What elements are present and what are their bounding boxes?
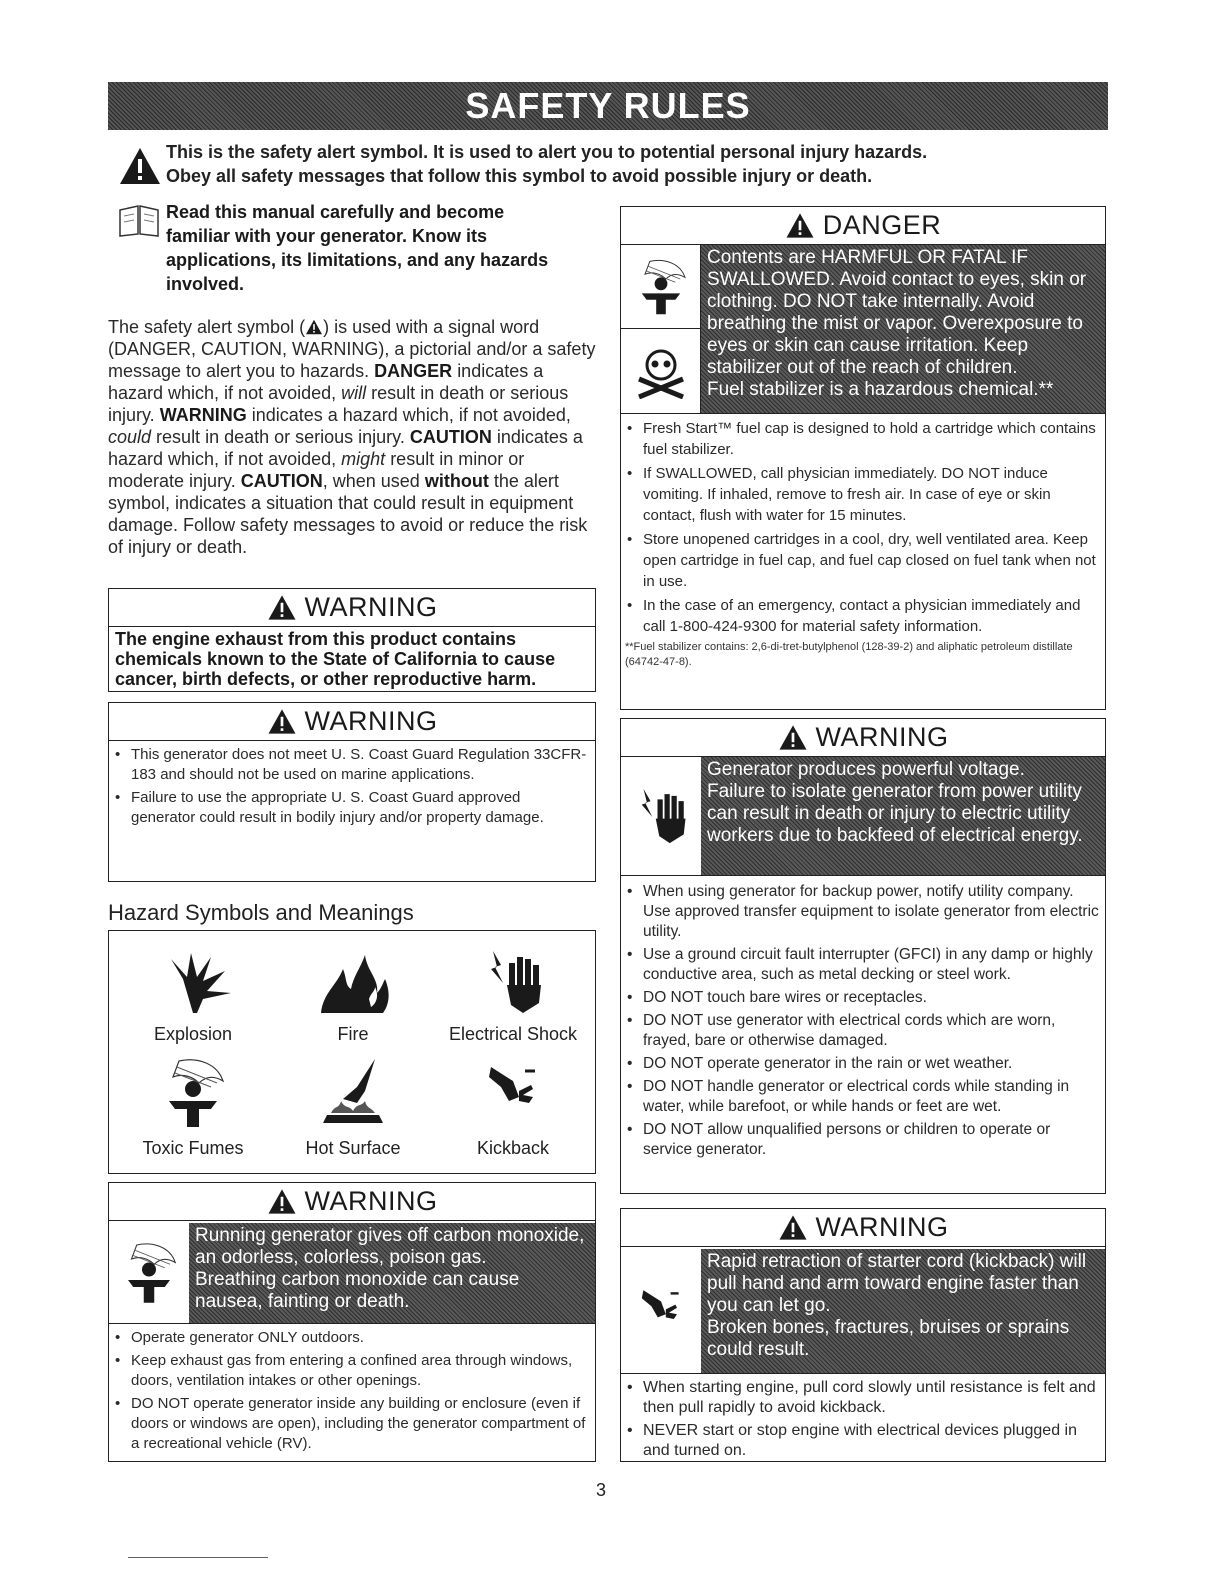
danger-stabilizer-box xyxy=(620,206,1106,710)
warning-header xyxy=(109,1183,595,1221)
intro-text: result in death or serious injury. xyxy=(156,427,405,447)
alert-intro-line1: This is the safety alert symbol. It is used to alert you to potential personal injury hazards. xyxy=(166,142,928,162)
voltage-message-2: Failure to isolate generator from power utility can result in death or injury to electric utility workers due to backfeed of electrical energy. xyxy=(707,781,1083,846)
hazard-label: Kickback xyxy=(476,1138,550,1158)
danger-term: DANGER xyxy=(374,361,453,381)
safety-alert-icon xyxy=(118,146,162,186)
warning-voltage-box xyxy=(620,718,1106,1194)
danger-message-2: Fuel stabilizer is a hazardous chemical.** xyxy=(707,379,1054,400)
co-message-2: Breathing carbon monoxide can cause nausea, fainting or death. xyxy=(195,1269,520,1312)
prop65-line3: cancer, birth defects, or other reproductive harm. xyxy=(115,669,537,689)
caution-term: CAUTION xyxy=(409,427,492,447)
electrical-shock-icon xyxy=(473,949,553,1015)
list-item: • Operate generator ONLY outdoors. xyxy=(109,1328,587,1348)
manual-line1: Read this manual carefully and become xyxy=(166,202,505,222)
danger-message-1: Contents are HARMFUL OR FATAL IF SWALLOWED. Avoid contact to eyes, skin or clothing. DO NOT take internally. Avoid breathing the mist or vapor. Overexposure to eyes or skin can cause irritation. Keep stabilizer out of the reach of children. xyxy=(707,247,1087,378)
hazard-label: Toxic Fumes xyxy=(142,1138,244,1158)
warning-kickback-box xyxy=(620,1208,1106,1462)
prop65-line1: The engine exhaust from this product contains xyxy=(115,629,517,649)
prop65-line2: chemicals known to the State of California to cause xyxy=(115,649,556,669)
safety-alert-icon xyxy=(267,708,297,735)
safety-alert-icon xyxy=(778,1214,808,1241)
list-item: • Store unopened cartridges in a cool, dry, well ventilated area. Keep open cartridge in fuel cap, and fuel cap closed on fuel tank when not in use. xyxy=(621,529,1097,592)
fire-icon xyxy=(313,949,393,1015)
warning-header xyxy=(109,589,595,627)
skull-crossbones-icon xyxy=(633,343,689,399)
list-item: • If SWALLOWED, call physician immediately. DO NOT induce vomiting. If inhaled, remove to fresh air. In case of eye or skin contact, flush with water for 15 minutes. xyxy=(621,463,1097,526)
hazard-electrical-shock xyxy=(433,949,593,1045)
warning-word: WARNING xyxy=(815,722,949,752)
hazard-toxic-fumes xyxy=(113,1057,273,1159)
hazard-hot-surface xyxy=(273,1057,433,1159)
might-term: might xyxy=(341,449,386,469)
hazard-label: Explosion xyxy=(153,1024,233,1044)
list-item: • DO NOT allow unqualified persons or children to operate or service generator. xyxy=(621,1120,1099,1160)
page-title: SAFETY RULES xyxy=(465,85,751,126)
safety-alert-icon xyxy=(267,1188,297,1215)
intro-text: indicates a hazard which, if not avoided, xyxy=(251,405,571,425)
toxic-fumes-icon xyxy=(629,258,693,316)
alert-intro xyxy=(118,140,1108,194)
warning-word: WARNING xyxy=(304,592,438,622)
footer-line xyxy=(128,1557,268,1558)
warning-term: WARNING xyxy=(159,405,247,425)
without-term: without xyxy=(424,471,489,491)
safety-alert-icon xyxy=(267,594,297,621)
kickback-icon xyxy=(629,1282,693,1340)
danger-word: DANGER xyxy=(822,210,942,240)
danger-header xyxy=(621,207,1105,245)
intro-text: ) is used with a signal word (DANGER, CAUTION, WARNING), a pictorial and/or a safety message to alert you to hazards. xyxy=(108,317,596,381)
manual-line3: applications, its limitations, and any hazards xyxy=(166,250,549,270)
manual-line2: familiar with your generator. Know its xyxy=(166,226,488,246)
list-item: • Keep exhaust gas from entering a confined area through windows, doors, ventilation intakes or other openings. xyxy=(109,1351,587,1391)
will-term: will xyxy=(341,383,367,403)
kickback-icon xyxy=(473,1057,553,1129)
list-item: • DO NOT operate generator in the rain or wet weather. xyxy=(621,1054,1099,1074)
list-item: • Failure to use the appropriate U. S. Coast Guard approved generator could result in bodily injury and/or property damage. xyxy=(109,788,587,828)
warning-header xyxy=(621,719,1105,757)
list-item: • When starting engine, pull cord slowly until resistance is felt and then pull rapidly to avoid kickback. xyxy=(621,1378,1099,1418)
intro-text: The safety alert symbol ( xyxy=(108,317,306,337)
warning-carbon-monoxide-box xyxy=(108,1182,596,1462)
caution-term: CAUTION xyxy=(240,471,323,491)
warning-header xyxy=(109,703,595,741)
could-term: could xyxy=(108,427,152,447)
list-item: • DO NOT touch bare wires or receptacles. xyxy=(621,988,1099,1008)
toxic-fumes-icon xyxy=(114,1241,184,1305)
warning-word: WARNING xyxy=(815,1212,949,1242)
hazard-symbols-box xyxy=(108,930,596,1174)
list-item: • In the case of an emergency, contact a physician immediately and call 1-800-424-9300 for material safety information. xyxy=(621,595,1097,637)
intro-text: , when used xyxy=(322,471,420,491)
list-item: • Fresh Start™ fuel cap is designed to hold a cartridge which contains fuel stabilizer. xyxy=(621,418,1097,460)
warning-word: WARNING xyxy=(304,706,438,736)
page-number: 3 xyxy=(596,1480,607,1500)
list-item: • NEVER start or stop engine with electrical devices plugged in and turned on. xyxy=(621,1421,1099,1461)
safety-alert-icon xyxy=(778,724,808,751)
list-item: • DO NOT operate generator inside any building or enclosure (even if doors or windows are open), including the generator compartment of a recreational vehicle (RV). xyxy=(109,1394,587,1454)
kickback-message-2: Broken bones, fractures, bruises or sprains could result. xyxy=(707,1317,1070,1360)
intro-text: result in minor or moderate injury. xyxy=(108,449,525,491)
explosion-icon xyxy=(153,949,233,1015)
list-item: • Use a ground circuit fault interrupter (GFCI) in any damp or highly conductive area, such as metal decking or steel work. xyxy=(621,945,1099,985)
hazard-explosion xyxy=(113,949,273,1045)
signal-word-explanation xyxy=(108,316,598,558)
warning-word: WARNING xyxy=(304,1186,438,1216)
hazard-symbols-title: Hazard Symbols and Meanings xyxy=(108,900,414,925)
co-message-1: Running generator gives off carbon monoxide, an odorless, colorless, poison gas. xyxy=(195,1225,585,1268)
hot-surface-icon xyxy=(313,1057,393,1129)
manual-line4: involved. xyxy=(166,274,245,294)
electrical-shock-icon xyxy=(626,785,696,847)
toxic-fumes-icon xyxy=(153,1057,233,1129)
hazard-kickback xyxy=(433,1057,593,1159)
kickback-message-1: Rapid retraction of starter cord (kickback) will pull hand and arm toward engine faster than you can let go. xyxy=(707,1251,1087,1316)
list-item: • DO NOT use generator with electrical cords which are worn, frayed, bare or otherwise damaged. xyxy=(621,1011,1099,1051)
list-item: • DO NOT handle generator or electrical cords while standing in water, while barefoot, or while hands or feet are wet. xyxy=(621,1077,1099,1117)
hazard-label: Hot Surface xyxy=(305,1138,401,1158)
warning-prop65-box xyxy=(108,588,596,692)
hazard-label: Fire xyxy=(337,1024,369,1044)
list-item: • When using generator for backup power, notify utility company. Use approved transfer equipment to isolate generator from electric utility. xyxy=(621,882,1099,942)
safety-alert-icon xyxy=(785,212,815,239)
voltage-message-1: Generator produces powerful voltage. xyxy=(707,759,1025,780)
intro-text: indicates a hazard which, if not avoided, xyxy=(108,427,583,469)
intro-text: the alert symbol, indicates a situation that could result in equipment damage. Follow safety messages to avoid or reduce the risk of injury or death. xyxy=(108,471,588,557)
stabilizer-footnote: **Fuel stabilizer contains: 2,6-di-tret-butylphenol (128-39-2) and aliphatic petroleum distillate (64742-47-8). xyxy=(625,641,1073,668)
manual-note xyxy=(118,200,598,296)
intro-text: result in death or serious injury. xyxy=(108,383,569,425)
title-bar xyxy=(108,82,1108,130)
list-item: • This generator does not meet U. S. Coast Guard Regulation 33CFR-183 and should not be used on marine applications. xyxy=(109,745,587,785)
hazard-fire xyxy=(273,949,433,1045)
safety-alert-icon xyxy=(305,319,323,335)
intro-text: indicates a hazard which, if not avoided, xyxy=(108,361,544,403)
warning-coast-guard-box xyxy=(108,702,596,882)
alert-intro-line2: Obey all safety messages that follow this symbol to avoid possible injury or death. xyxy=(166,166,873,186)
warning-header xyxy=(621,1209,1105,1247)
manual-book-icon xyxy=(118,204,160,238)
hazard-label: Electrical Shock xyxy=(448,1024,578,1044)
